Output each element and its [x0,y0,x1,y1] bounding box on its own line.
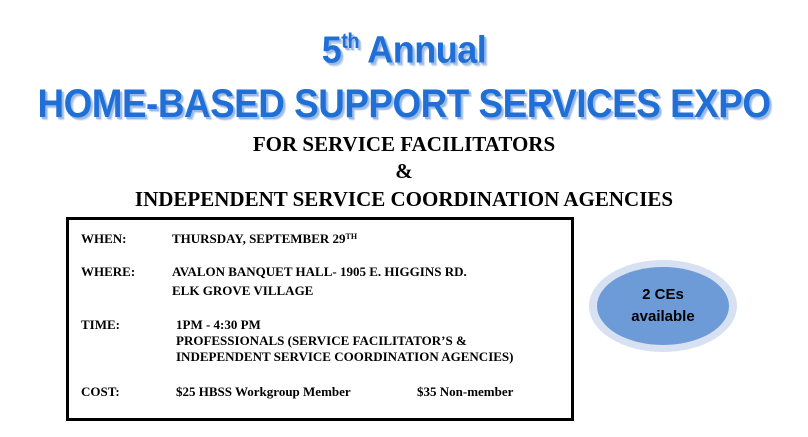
cost-member: $25 HBSS Workgroup Member [176,384,351,399]
when-value [172,230,357,247]
when-date: THURSDAY, SEPTEMBER 29 [172,231,346,246]
ce-credits-badge [589,260,737,352]
event-details-box [66,217,574,421]
ce-credits-badge-inner [597,267,729,345]
edition-number: 5 [321,27,342,71]
cost-label: COST: [81,384,120,399]
edition-suffix: th [341,30,360,54]
edition-heading [0,27,808,73]
where-line-1: AVALON BANQUET HALL- 1905 E. HIGGINS RD. [172,264,467,279]
badge-line-2: available [631,308,695,325]
audience-ampersand: & [395,159,413,183]
audience-line-2: INDEPENDENT SERVICE COORDINATION AGENCIES [134,187,674,211]
time-audience-line-2: INDEPENDENT SERVICE COORDINATION AGENCIES) [176,349,514,364]
badge-line-1: 2 CEs [642,286,684,303]
where-line-2: ELK GROVE VILLAGE [172,283,314,298]
edition-rest: Annual [359,27,487,71]
audience-line-1: FOR SERVICE FACILITATORS [252,132,556,156]
expo-title: HOME-BASED SUPPORT SERVICES EXPO [37,82,771,126]
when-date-suffix: TH [345,232,358,241]
where-label: WHERE: [81,264,136,279]
when-label: WHEN: [81,231,127,246]
time-audience-line-1: PROFESSIONALS (SERVICE FACILITATOR’S & [176,333,467,348]
time-label: TIME: [81,317,120,332]
time-value: 1PM - 4:30 PM [176,317,261,332]
cost-nonmember: $35 Non-member [417,384,514,399]
